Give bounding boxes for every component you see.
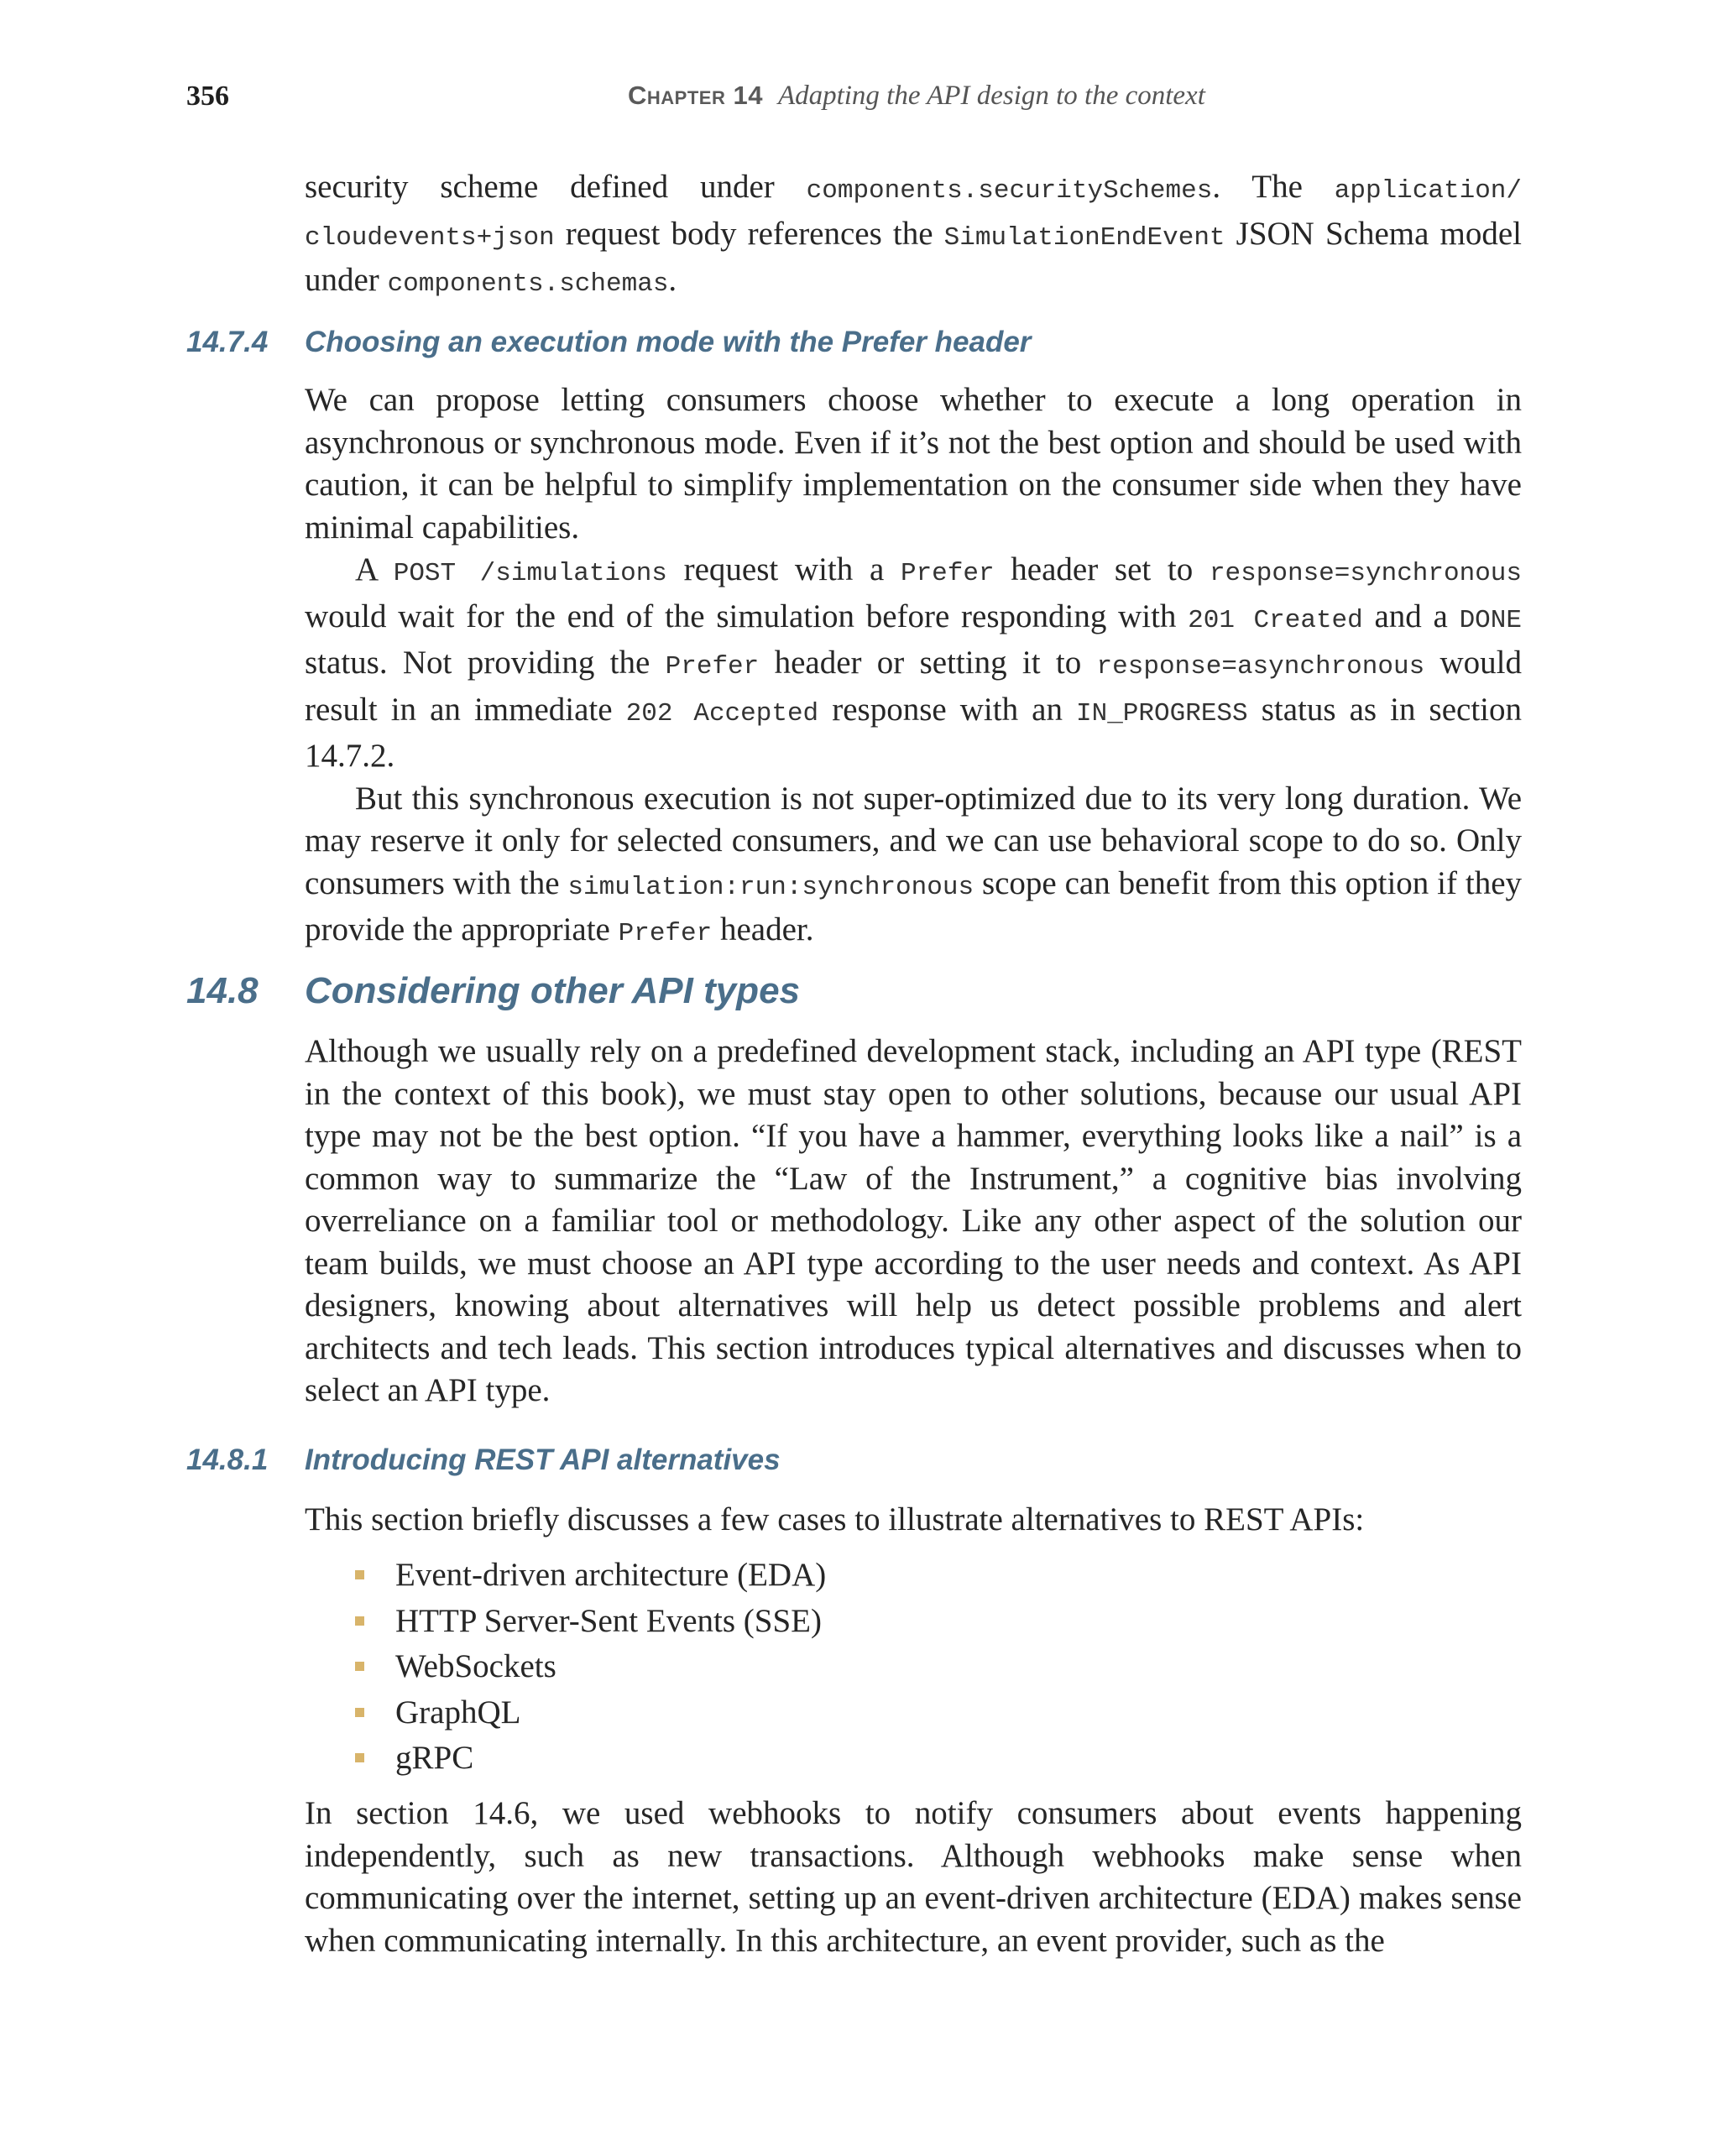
text-run: header. (712, 911, 814, 947)
inline-code: 201 Created (1188, 605, 1363, 635)
bullet-square-icon (355, 1616, 364, 1626)
section-number: 14.8.1 (186, 1443, 269, 1476)
alternatives-list (355, 1553, 826, 1782)
text-run: status. Not providing the (305, 645, 666, 681)
intro-paragraph (305, 166, 1522, 306)
inline-code: simulation:run:synchronous (567, 872, 974, 902)
list-item-text: GraphQL (395, 1694, 521, 1731)
chapter-title: Adapting the API design to the context (777, 81, 1205, 111)
page-number: 356 (186, 81, 229, 112)
list-item-text: gRPC (395, 1740, 474, 1776)
list-item (355, 1599, 826, 1645)
text-run: response with an (818, 691, 1076, 728)
list-item (355, 1736, 826, 1782)
inline-code: response=asynchronous (1096, 652, 1425, 681)
text-run: . The (1212, 169, 1335, 205)
section-heading-14-8-1 (186, 1443, 781, 1477)
paragraph (305, 549, 1522, 778)
inline-code: application/ cloudevents+json (305, 176, 1523, 253)
inline-code: IN_PROGRESS (1076, 698, 1248, 728)
intro-block (305, 166, 1522, 306)
list-item-text: HTTP Server-Sent Events (SSE) (395, 1602, 822, 1639)
paragraph (305, 778, 1522, 956)
inline-code: DONE (1459, 605, 1522, 635)
list-item (355, 1644, 826, 1690)
section-14-8-1-closing (305, 1793, 1522, 1962)
text-run: security scheme defined under (305, 169, 807, 205)
inline-code: response=synchronous (1209, 559, 1523, 588)
paragraph: In section 14.6, we used webhooks to notify consumers about events happening independently, such as new transactions. Although webhooks make sense when communicating over the internet, setting up an event-driven architecture (EDA) makes sense when communicating internally. In this architecture, an event provider, such as the (305, 1795, 1522, 1959)
running-head (628, 81, 1205, 112)
section-heading-14-7-4 (186, 326, 1031, 359)
list-item-text: Event-driven architecture (EDA) (395, 1557, 827, 1593)
bullet-square-icon (355, 1708, 364, 1717)
section-title: Choosing an execution mode with the Prefer header (305, 326, 1032, 358)
section-14-7-4-body (305, 379, 1522, 956)
section-14-8-body (305, 1031, 1522, 1412)
text-run: status as in section 14.7.2. (305, 691, 1522, 774)
section-heading-14-8 (186, 970, 800, 1012)
text-run: scope can benefit from this option if they provide the appropriate (305, 864, 1523, 947)
section-number: 14.7.4 (186, 326, 269, 358)
inline-code: Prefer (900, 559, 995, 588)
text-run: header set to (994, 551, 1210, 587)
bullet-square-icon (355, 1662, 364, 1671)
list-item-text: WebSockets (395, 1648, 556, 1684)
text-run: JSON Schema model under (305, 215, 1522, 298)
section-title: Introducing REST API alternatives (305, 1443, 781, 1476)
bullet-square-icon (355, 1570, 364, 1579)
inline-code: SimulationEndEvent (943, 222, 1225, 253)
text-run: would wait for the end of the simulation before responding with (305, 598, 1189, 634)
inline-code: components.schemas (387, 269, 669, 299)
inline-code: POST /simulations (393, 559, 667, 588)
inline-code: Prefer (618, 919, 713, 948)
text-run: request with a (666, 551, 901, 587)
section-title: Considering other API types (305, 970, 801, 1011)
text-run: header or setting it to (759, 645, 1097, 681)
text-run: . (668, 262, 677, 298)
section-number: 14.8 (186, 970, 259, 1011)
chapter-label: Chapter 14 (628, 81, 763, 110)
bullet-square-icon (355, 1753, 364, 1762)
paragraph: Although we usually rely on a predefined development stack, including an API type (REST in the context of this book), we must stay open to other solutions, because our usual API type may not be the best option. “If you have a hammer, everything looks like a nail” is a common way to summarize the “Law of the Instrument,” a cognitive bias involving overreliance on a familiar tool or methodology. Like any other aspect of the solution our team builds, we must choose an API type according to the user needs and context. As API designers, knowing about alternatives will help us detect possible problems and alert architects and tech leads. This section introduces typical alternatives and discusses when to select an API type. (305, 1033, 1522, 1408)
text-run: A (355, 551, 394, 587)
text-run: request body references the (554, 215, 944, 252)
text-run: would result in an immediate (305, 645, 1523, 728)
section-14-8-1-intro (305, 1499, 1522, 1542)
inline-code: 202 Accepted (625, 698, 819, 728)
paragraph: We can propose letting consumers choose whether to execute a long operation in asynchronous or synchronous mode. Even if it’s not the best option and should be used with caution, it can be helpful to simplify implementation on the consumer side when they have minimal capabilities. (305, 382, 1522, 546)
inline-code: Prefer (665, 652, 760, 681)
inline-code: components.securitySchemes (806, 176, 1213, 206)
list-item (355, 1553, 826, 1599)
paragraph: This section briefly discusses a few cases to illustrate alternatives to REST APIs: (305, 1501, 1365, 1537)
text-run: But this synchronous execution is not super-optimized due to its very long duration. We may reserve it only for selected consumers, and we can use behavioral scope to do so. Only consumers with the (305, 780, 1522, 901)
text-run: and a (1362, 598, 1460, 634)
list-item (355, 1690, 826, 1736)
